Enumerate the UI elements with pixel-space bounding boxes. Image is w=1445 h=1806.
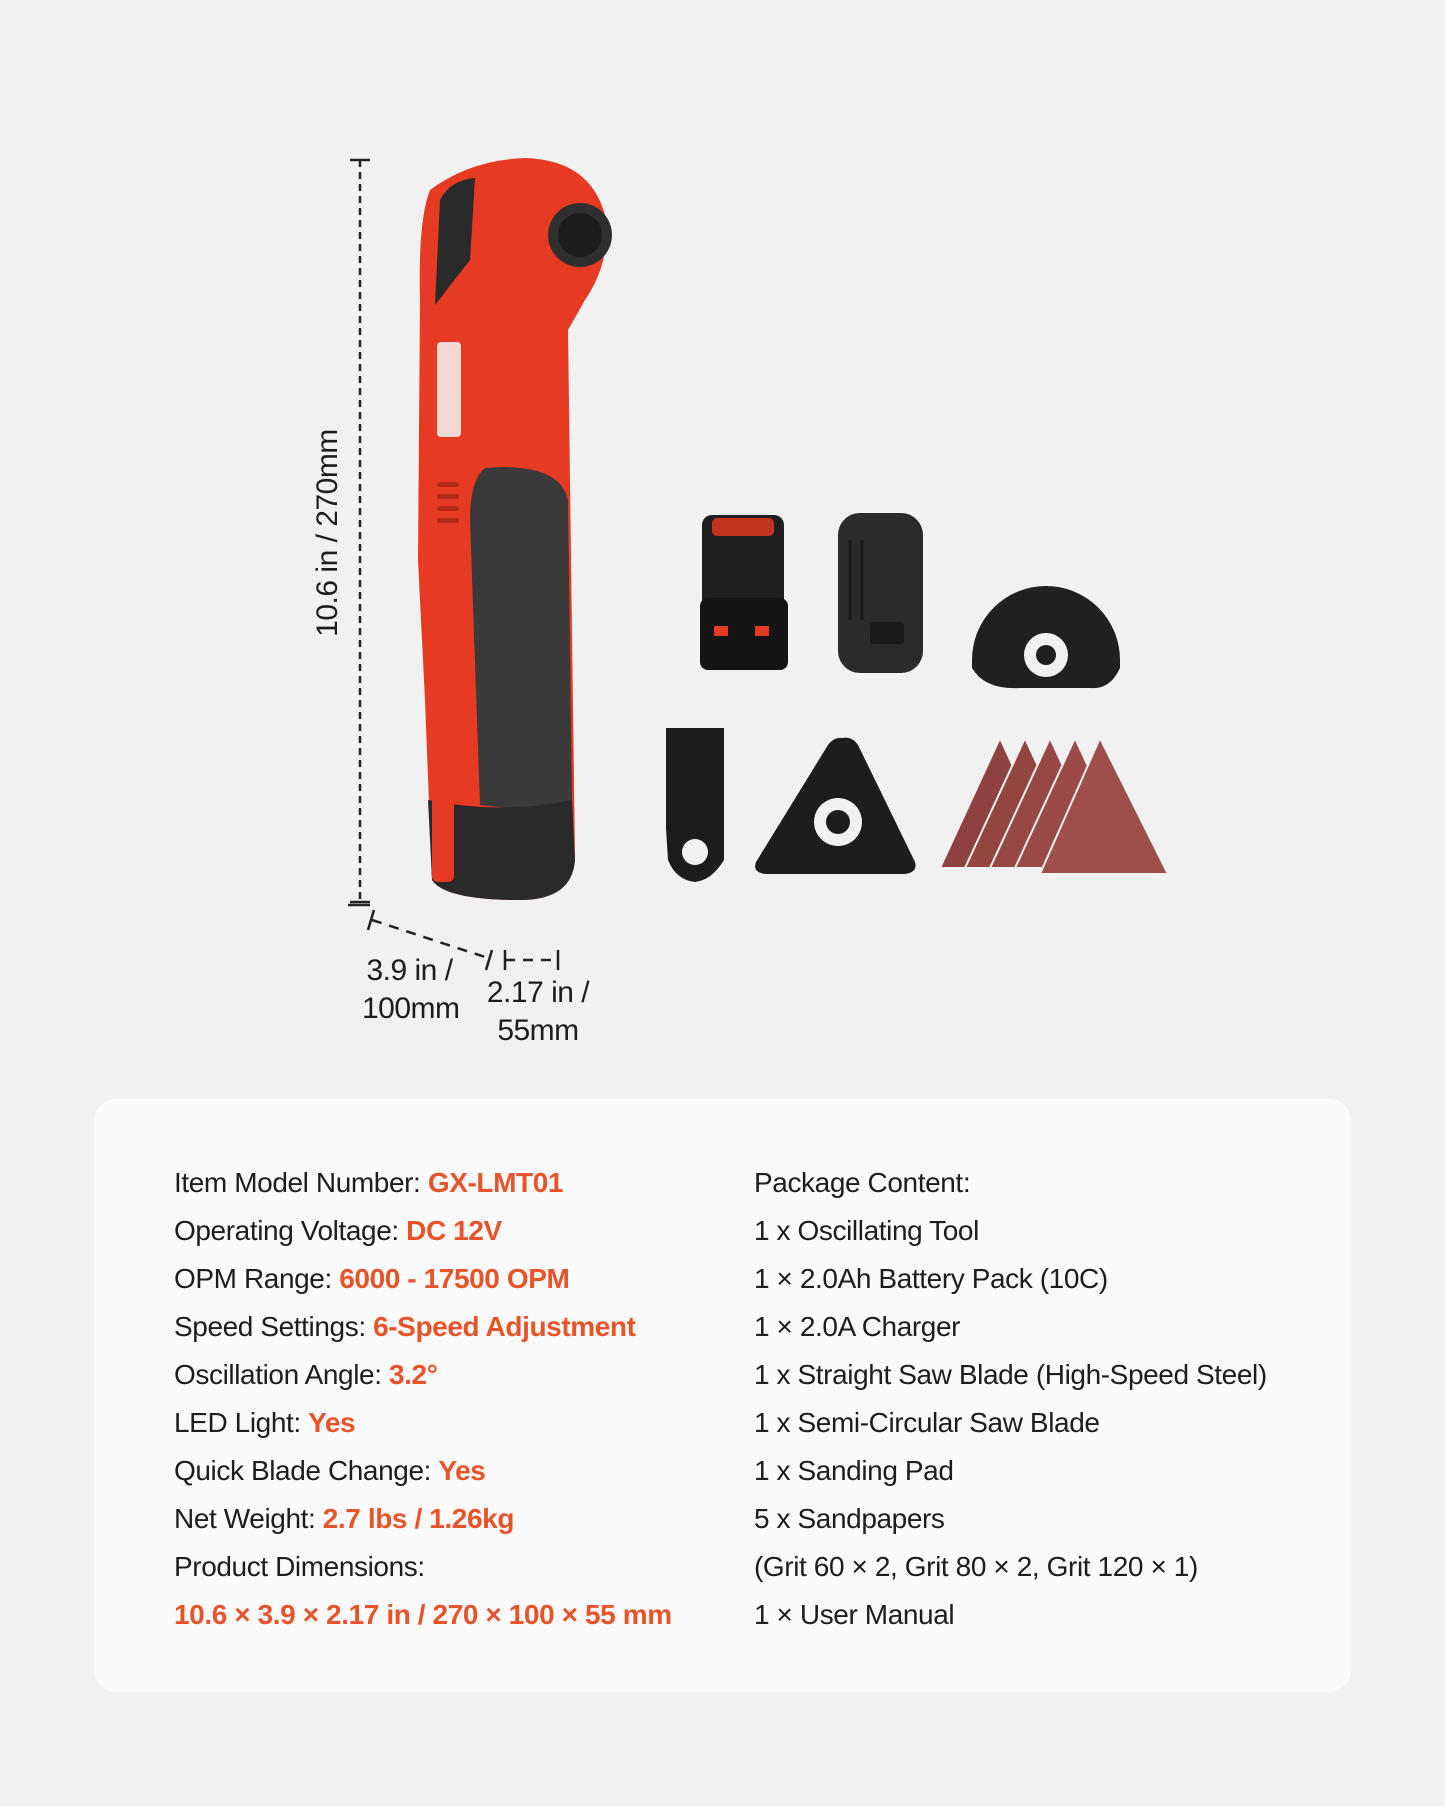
package-item-note: (Grit 60 × 2, Grit 80 × 2, Grit 120 × 1) [754,1551,1198,1582]
spec-opm-range [174,1255,734,1303]
spec-value: Yes [438,1455,486,1486]
height-dimension-line [350,160,370,902]
package-item: 5 x Sandpapers [754,1503,945,1534]
specifications-card [94,1099,1351,1692]
package-item: 1 × User Manual [754,1599,955,1630]
sanding-pad [755,738,916,874]
specifications-list [174,1159,734,1639]
package-content-list [754,1159,1314,1639]
spec-label: OPM Range: [174,1263,340,1294]
spec-value: 10.6 × 3.9 × 2.17 in / 270 × 100 × 55 mm [174,1599,672,1630]
length-dimension-line1: 3.9 in / [366,954,453,987]
spec-label: Item Model Number: [174,1167,428,1198]
spec-product-dimensions-label [174,1543,734,1591]
package-item: 1 × 2.0Ah Battery Pack (10C) [754,1263,1108,1294]
spec-speed-settings [174,1303,734,1351]
package-item: 1 x Semi-Circular Saw Blade [754,1407,1100,1438]
spec-product-dimensions-value [174,1591,734,1639]
width-dimension-line [505,950,558,970]
spec-label: Speed Settings: [174,1311,374,1342]
package-content-heading: Package Content: [754,1167,971,1198]
spec-led-light [174,1399,734,1447]
sandpapers [940,738,1168,874]
spec-operating-voltage [174,1207,734,1255]
spec-model-number [174,1159,734,1207]
semi-circular-saw-blade [972,586,1120,688]
length-dimension-label [362,952,460,1027]
spec-label: Product Dimensions: [174,1551,425,1582]
spec-value: DC 12V [406,1215,502,1246]
width-dimension-line2: 55mm [497,1013,579,1047]
spec-value: GX-LMT01 [427,1167,564,1198]
spec-value: 2.7 lbs / 1.26kg [322,1503,515,1534]
spec-quick-blade-change [174,1447,734,1495]
spec-label: Quick Blade Change: [174,1455,439,1486]
package-item: 1 × 2.0A Charger [754,1311,961,1342]
spec-net-weight [174,1495,734,1543]
height-dimension-label: 10.6 in / 270mm [311,429,344,637]
charger [838,513,923,673]
width-dimension-line1: 2.17 in / [486,976,590,1009]
spec-value: 3.2° [388,1359,438,1390]
spec-value: 6-Speed Adjustment [373,1311,636,1342]
package-item: 1 x Sanding Pad [754,1455,954,1486]
spec-label: LED Light: [174,1407,309,1438]
oscillating-tool [418,158,612,900]
width-dimension-label [484,974,592,1049]
spec-value: 6000 - 17500 OPM [339,1263,570,1294]
spec-label: Operating Voltage: [174,1215,407,1246]
length-dimension-line2: 100mm [362,991,460,1025]
battery-pack [700,515,788,670]
package-item: 1 x Oscillating Tool [754,1215,979,1246]
straight-saw-blade [666,728,724,882]
spec-label: Net Weight: [174,1503,323,1534]
spec-label: Oscillation Angle: [174,1359,389,1390]
package-item: 1 x Straight Saw Blade (High-Speed Steel) [754,1359,1267,1390]
spec-oscillation-angle [174,1351,734,1399]
spec-value: Yes [308,1407,356,1438]
